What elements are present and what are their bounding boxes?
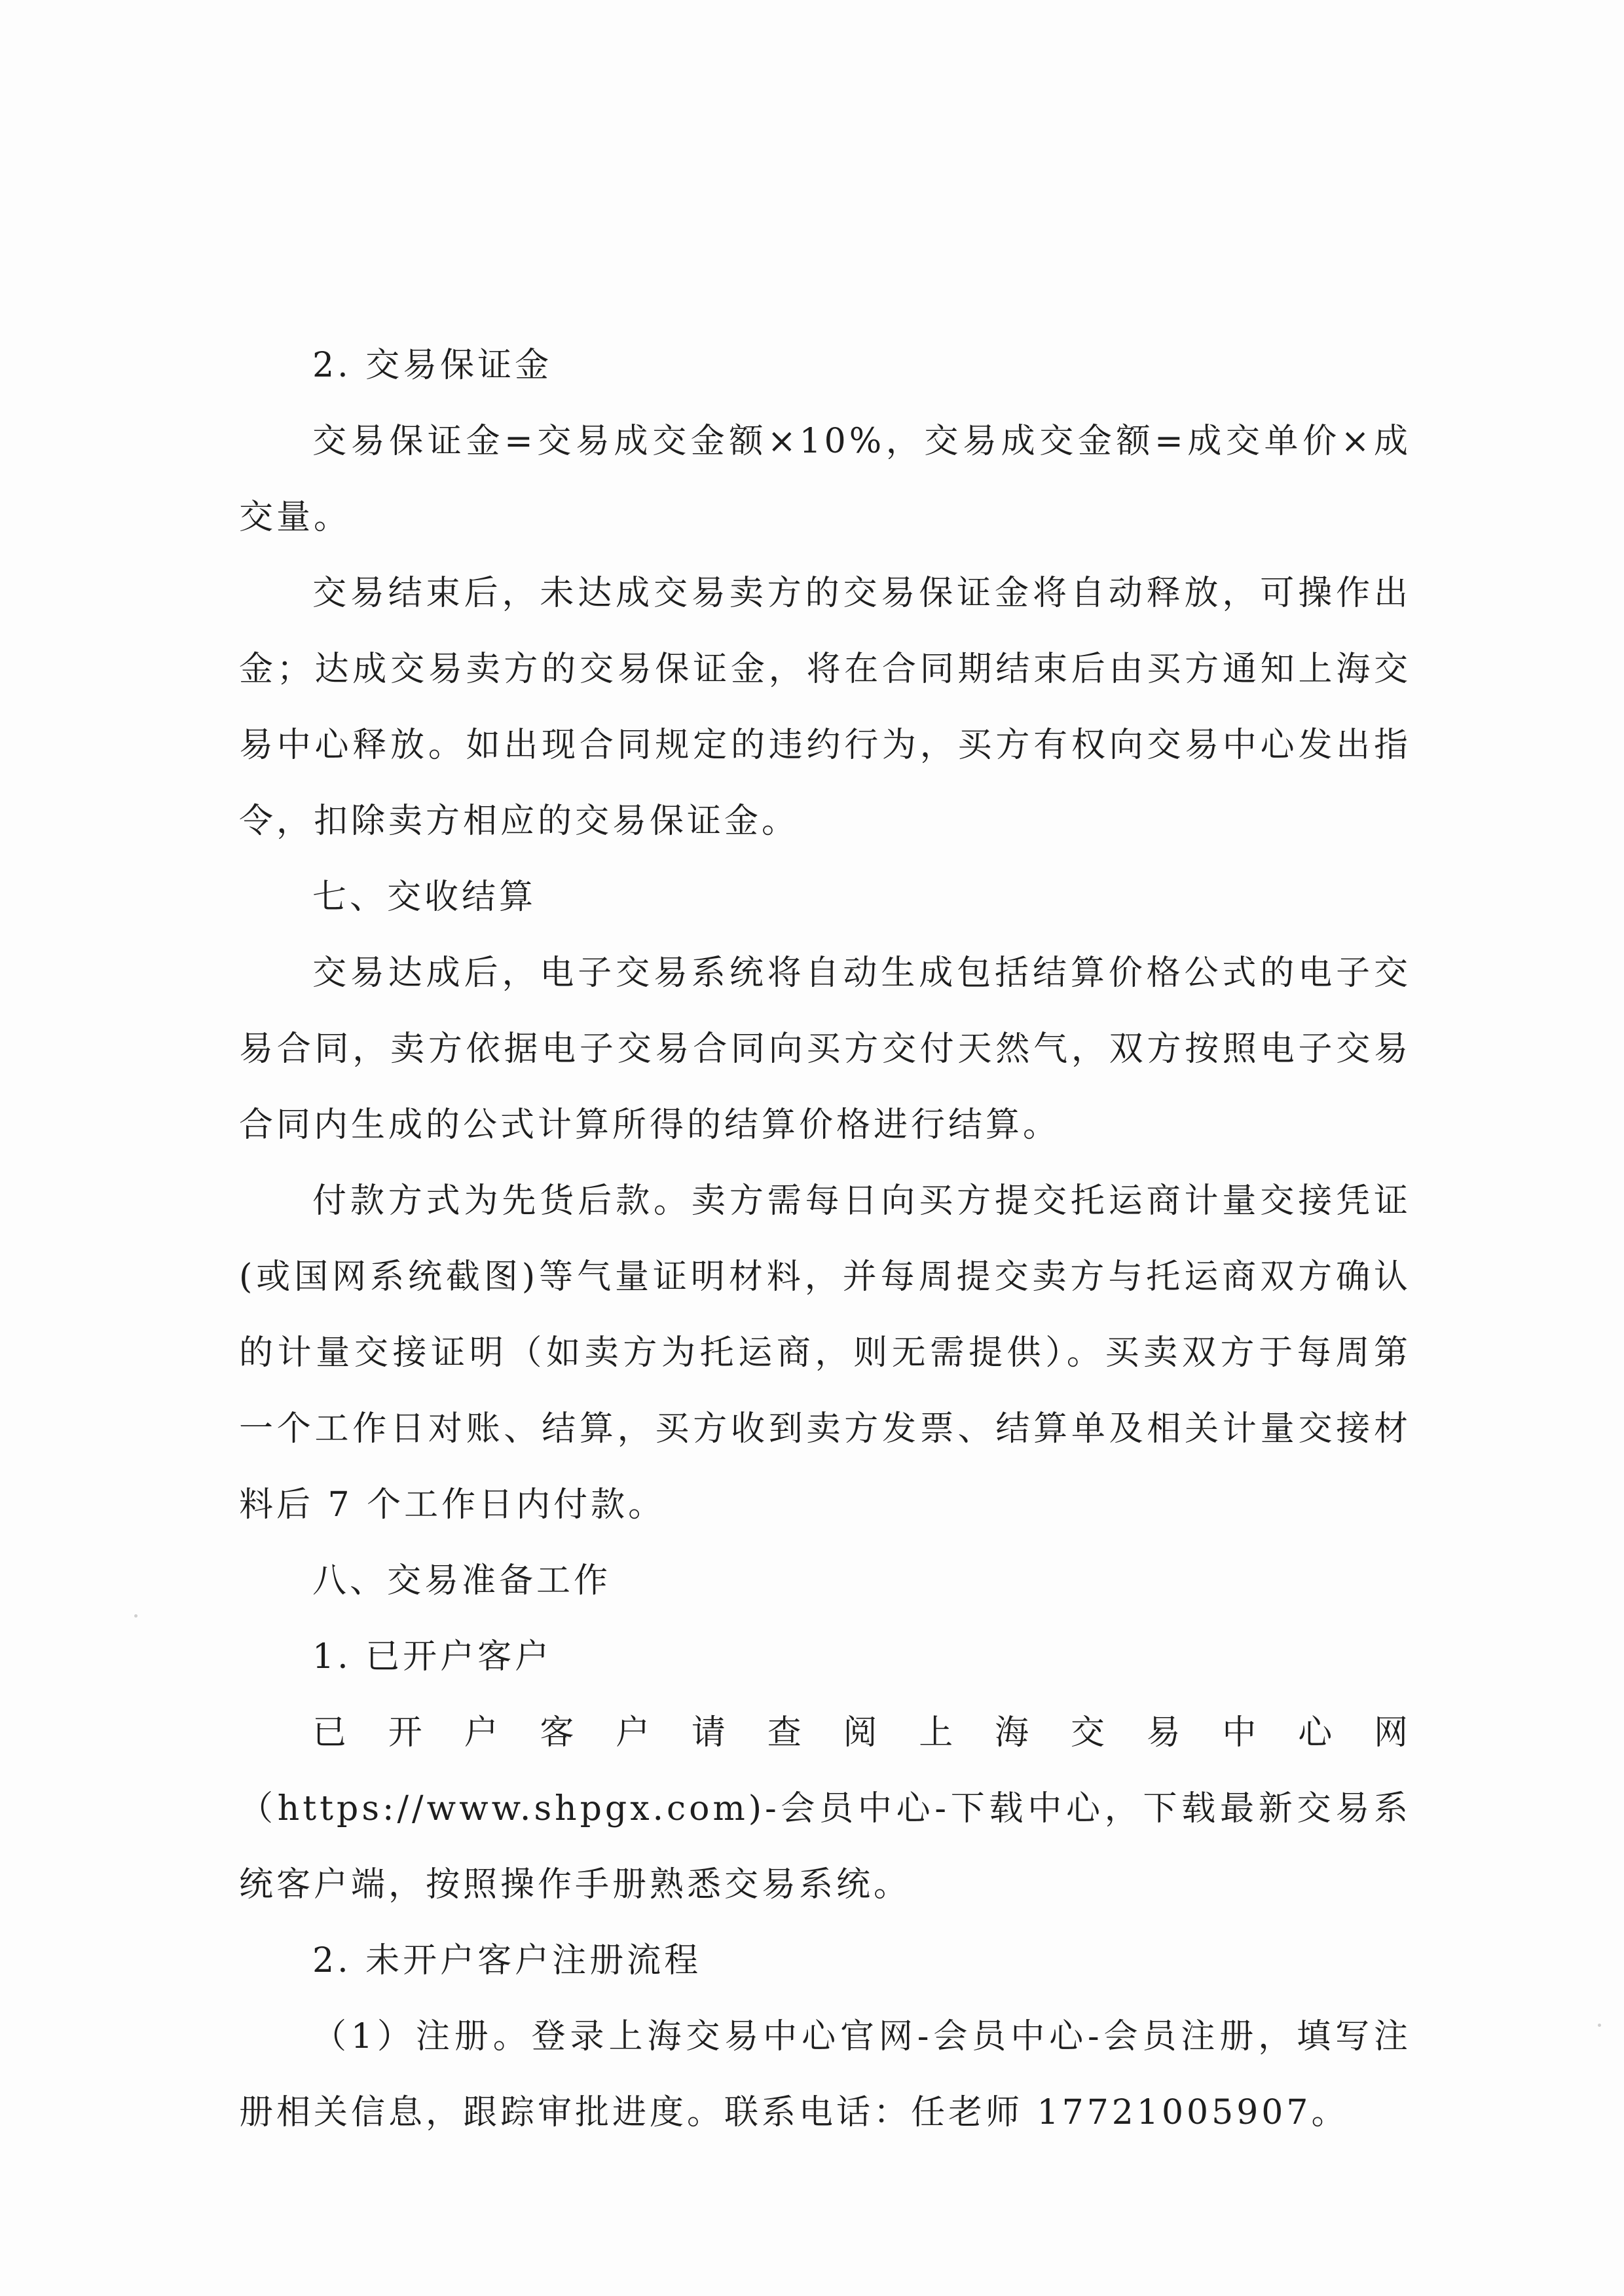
registration-paragraph: （1）注册。登录上海交易中心官网-会员中心-会员注册，填写注册相关信息，跟踪审批进度。联系电话：任老师 17721005907。: [239, 2017, 1411, 2132]
scan-speck: [1598, 2024, 1601, 2027]
margin-release-paragraph: 交易结束后，未达成交易卖方的交易保证金将自动释放，可操作出金；达成交易卖方的交易保证金，将在合同期结束后由买方通知上海交易中心释放。如出现合同规定的违约行为，买方有权向交易中心发出指令，扣除卖方相应的交易保证金。: [239, 574, 1411, 841]
margin-heading: 2. 交易保证金: [312, 346, 553, 385]
payment-paragraph: 付款方式为先货后款。卖方需每日向买方提交托运商计量交接凭证(或国网系统截图)等气量证明材料，并每周提交卖方与托运商双方确认的计量交接证明（如卖方为托运商，则无需提供）。买卖双方于每周第一个工作日对账、结算，买方收到卖方发票、结算单及相关计量交接材料后 7 个工作日内付款。: [239, 1181, 1411, 1525]
section-7-heading: 七、交收结算: [312, 878, 537, 917]
document-body: [239, 327, 1411, 2151]
settlement-paragraph: 交易达成后，电子交易系统将自动生成包括结算价格公式的电子交易合同，卖方依据电子交易合同向买方交付天然气，双方按照电子交易合同内生成的公式计算所得的结算价格进行结算。: [239, 954, 1411, 1145]
scan-speck: [134, 1614, 138, 1618]
opened-clients-heading: 1. 已开户客户: [312, 1637, 553, 1676]
unopened-clients-heading: 2. 未开户客户注册流程: [312, 1941, 702, 1980]
margin-formula-paragraph: 交易保证金=交易成交金额×10%，交易成交金额=成交单价×成交量。: [239, 422, 1411, 537]
opened-clients-paragraph: 已开户客户请查阅上海交易中心网（https://www.shpgx.com)-会员中心-下载中心，下载最新交易系统客户端，按照操作手册熟悉交易系统。: [239, 1713, 1411, 1904]
section-8-heading: 八、交易准备工作: [312, 1561, 612, 1601]
